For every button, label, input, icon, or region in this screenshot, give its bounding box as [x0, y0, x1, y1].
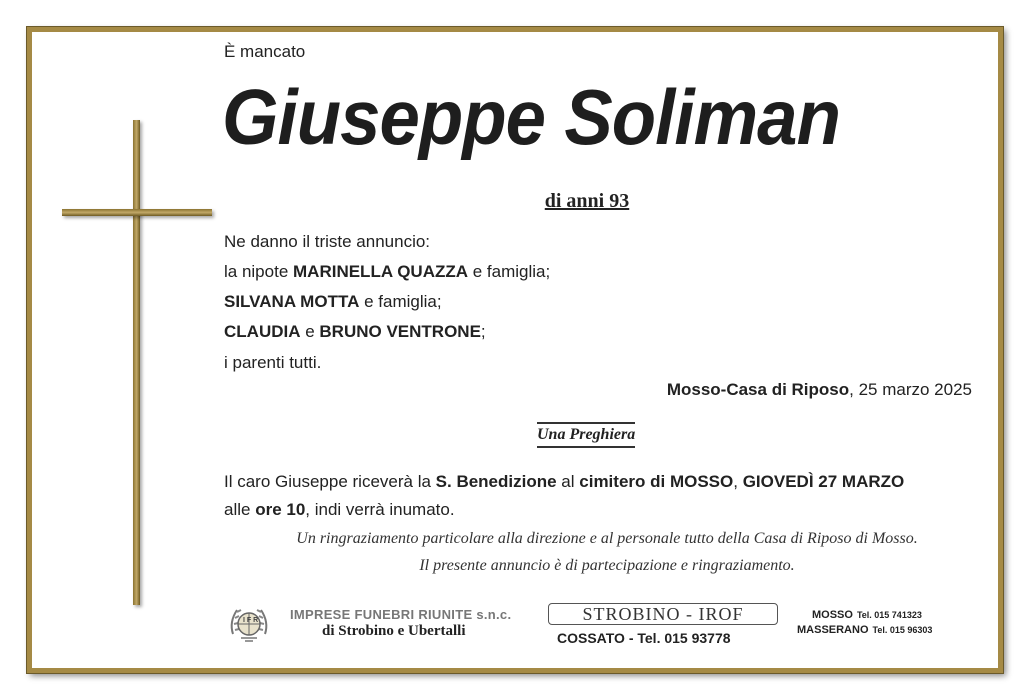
age-line: di anni 93 [544, 190, 630, 212]
intro-text: È mancato [224, 42, 306, 61]
firm-subtitle: di Strobino e Ubertalli [322, 623, 466, 639]
thanks-line-2: Il presente annuncio è di partecipazione e ringraziamento. [419, 557, 795, 574]
firm-name: IMPRESE FUNEBRI RIUNITE s.n.c. [290, 607, 512, 622]
announce-line-5: i parenti tutti. [224, 353, 322, 372]
thanks-line-1: Un ringraziamento particolare alla direzione e al personale tutto della Casa di Riposo di Mosso. [296, 530, 918, 547]
office-masserano: MASSERANO Tel. 015 96303 [797, 624, 933, 636]
announce-line-1: Ne danno il triste annuncio: [224, 232, 431, 251]
deceased-name: Giuseppe Soliman [222, 73, 840, 161]
ceremony-line-1: Il caro Giuseppe riceverà la S. Benedizione al cimitero di MOSSO, GIOVEDÌ 27 MARZO [224, 472, 905, 491]
ceremony-line-2: alle ore 10, indi verrà inumato. [224, 500, 455, 519]
office-mosso: MOSSO Tel. 015 741323 [812, 609, 922, 621]
brand-phone: COSSATO - Tel. 015 93778 [557, 630, 731, 646]
place-date: Mosso-Casa di Riposo, 25 marzo 2025 [666, 380, 972, 399]
funeral-home-logo-icon [227, 604, 271, 644]
brand-box: STROBINO - IROF [548, 603, 778, 625]
announce-line-4: CLAUDIA e BRUNO VENTRONE; [224, 322, 486, 341]
announce-line-2: la nipote MARINELLA QUAZZA e famiglia; [224, 262, 551, 281]
prayer-heading: Una Preghiera [537, 422, 635, 448]
announce-line-3: SILVANA MOTTA e famiglia; [224, 292, 442, 311]
logo-letters: I F R [243, 617, 259, 624]
